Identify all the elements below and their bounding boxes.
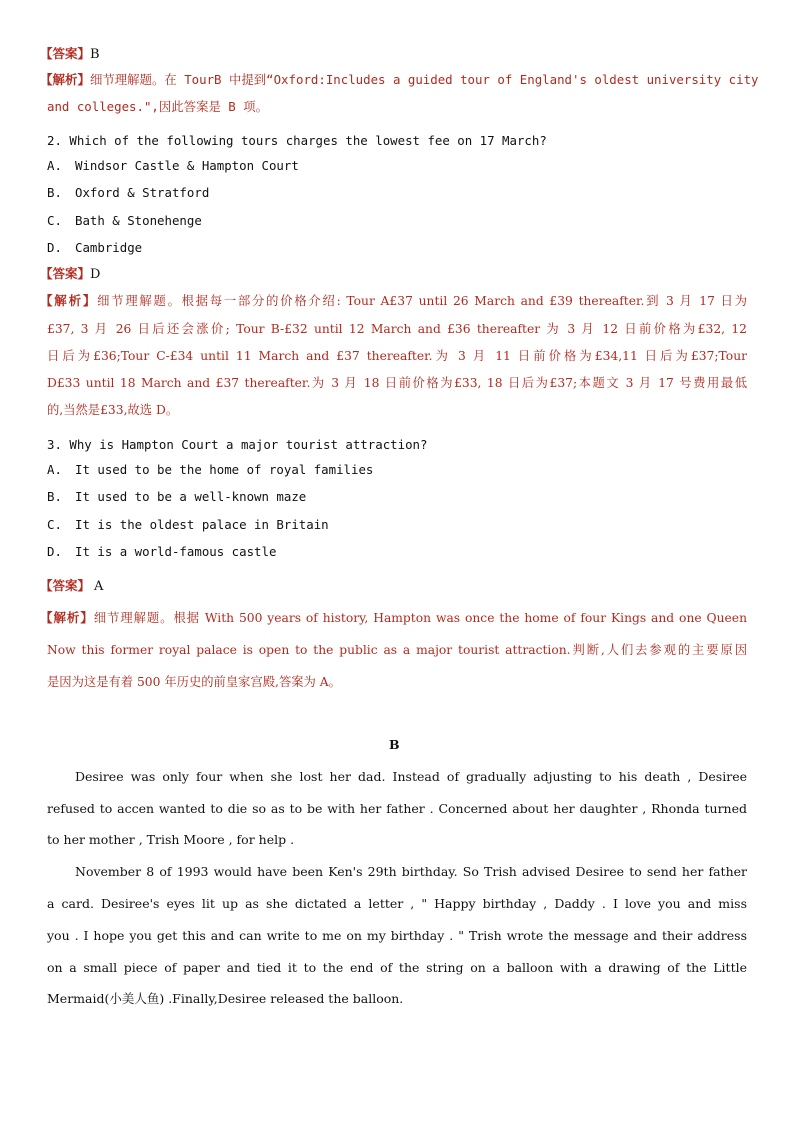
passage-p2-line1: November 8 of 1993 would have been Ken's 29th birthday. So Trish advised Desiree to send her father [75, 864, 747, 879]
analysis-text: 细节理解题。根据每一部分的价格介绍: Tour A£37 until 26 March and £39 thereafter.到 3 月 17 日为 [97, 294, 747, 308]
answer-label: 【答案】 [40, 266, 91, 281]
answer-label: 【答案】 [40, 578, 91, 593]
q2-analysis-line2: £37, 3 月 26 日后还会涨价; Tour B-£32 until 12 March and £36 thereafter 为 3 月 12 日前价格为£32, 12 [47, 322, 747, 336]
passage-p2-line5: Mermaid(小美人鱼) .Finally,Desiree released the balloon. [47, 991, 404, 1006]
passage-heading: B [389, 737, 400, 752]
q2-answer [40, 266, 100, 283]
q3-analysis-line3: 是因为这是有着 500 年历史的前皇家宫殿,答案为 A。 [47, 675, 341, 689]
passage-p1-line2: refused to accen wanted to die so as to be with her father . Concerned about her daughter , Rhonda turned [47, 801, 747, 816]
option-letter: B. [47, 489, 62, 504]
analysis-label: 【解析】 [40, 72, 91, 87]
q3-option-b [47, 489, 306, 505]
passage-p2-line2: a card. Desiree's eyes lit up as she dictated a letter , " Happy birthday , Daddy . I love you and miss [47, 896, 747, 911]
answer-value: D [90, 267, 101, 282]
q2-option-c [47, 213, 202, 229]
option-text: It is a world-famous castle [75, 544, 277, 559]
option-letter: C. [47, 213, 62, 228]
q2-analysis-line1 [40, 293, 747, 310]
q2-question: 2. Which of the following tours charges the lowest fee on 17 March? [47, 133, 547, 148]
q2-option-a [47, 158, 299, 174]
option-text: Windsor Castle & Hampton Court [75, 158, 299, 173]
analysis-text: 细节理解题。根据 With 500 years of history, Hampton was once the home of four Kings and one Queen [93, 611, 747, 625]
option-text: It used to be a well-known maze [75, 489, 307, 504]
q3-question: 3. Why is Hampton Court a major tourist attraction? [47, 437, 428, 452]
q1-analysis-line2: and colleges.",因此答案是 B 项。 [47, 99, 269, 114]
passage-p1-line1: Desiree was only four when she lost her dad. Instead of gradually adjusting to his death , Desiree [75, 769, 747, 784]
q3-option-d [47, 544, 276, 560]
option-letter: A. [47, 462, 62, 477]
option-text: Oxford & Stratford [75, 185, 210, 200]
q2-option-d [47, 240, 142, 256]
answer-value: B [90, 47, 100, 62]
q1-answer [40, 46, 100, 63]
q2-analysis-line3: 日后为£36;Tour C-£34 until 11 March and £37 thereafter.为 3 月 11 日前价格为£34,11 日后为£37;Tour [47, 349, 747, 363]
option-text: It used to be the home of royal families [75, 462, 374, 477]
option-letter: D. [47, 240, 62, 255]
option-text: Cambridge [75, 240, 143, 255]
analysis-label: 【解析】 [40, 610, 94, 625]
q3-option-c [47, 517, 329, 533]
q3-analysis-line1 [40, 610, 747, 627]
q1-analysis-line1 [40, 72, 759, 89]
option-letter: C. [47, 517, 62, 532]
option-text: It is the oldest palace in Britain [75, 517, 329, 532]
passage-p1-line3: to her mother , Trish Moore , for help . [47, 832, 295, 847]
q2-analysis-line5: 的,当然是£33,故选 D。 [47, 403, 179, 417]
analysis-text: 细节理解题。在 TourB 中提到“Oxford:Includes a guided tour of England's oldest university city [90, 72, 759, 87]
q2-option-b [47, 185, 209, 201]
answer-label: 【答案】 [40, 46, 91, 61]
option-text: Bath & Stonehenge [75, 213, 202, 228]
q3-analysis-line2: Now this former royal palace is open to the public as a major tourist attraction.判断,人们去参观的主要原因 [47, 643, 747, 657]
q3-answer [40, 578, 103, 595]
option-letter: B. [47, 185, 62, 200]
q2-analysis-line4: D£33 until 18 March and £37 thereafter.为 3 月 18 日前价格为£33, 18 日后为£37;本题文 3 月 17 号费用最低 [47, 376, 747, 390]
passage-p2-line3: you . I hope you get this and can write to me on my birthday . " Trish wrote the message and their address [47, 928, 747, 943]
answer-value: A [94, 579, 104, 594]
option-letter: D. [47, 544, 62, 559]
analysis-label: 【解析】 [40, 293, 98, 308]
q3-option-a [47, 462, 373, 478]
option-letter: A. [47, 158, 62, 173]
passage-p2-line4: on a small piece of paper and tied it to the end of the string on a balloon with a drawing of the Little [47, 960, 747, 975]
